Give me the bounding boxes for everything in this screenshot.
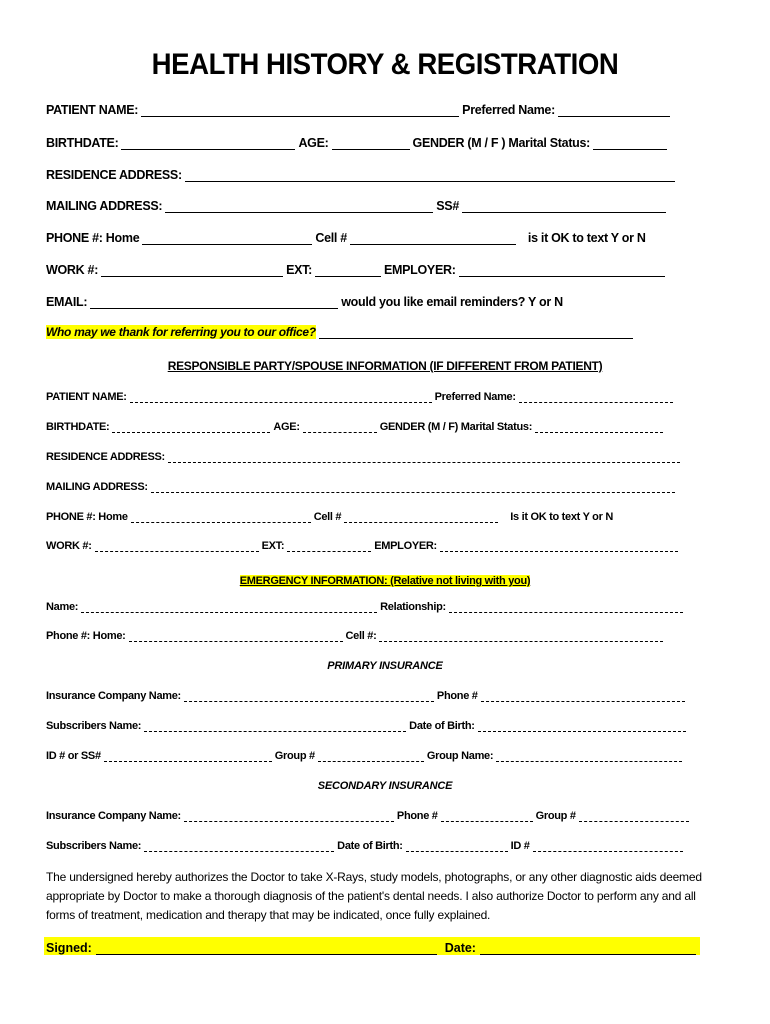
referral-field[interactable] bbox=[319, 326, 633, 339]
employer-field[interactable] bbox=[459, 264, 665, 277]
resp-phone-label: PHONE #: Home bbox=[46, 511, 128, 523]
signature-field[interactable] bbox=[96, 942, 437, 955]
resp-cell-field[interactable] bbox=[344, 510, 498, 523]
resp-preferred-name-label: Preferred Name: bbox=[434, 391, 516, 403]
secondary-company-row bbox=[46, 809, 692, 822]
resp-age-label: AGE: bbox=[273, 421, 300, 433]
secondary-company-label: Insurance Company Name: bbox=[46, 810, 181, 822]
age-label: AGE: bbox=[298, 136, 329, 150]
ss-field[interactable] bbox=[462, 200, 666, 213]
date-field[interactable] bbox=[480, 942, 696, 955]
email-reminders-label[interactable]: would you like email reminders? Y or N bbox=[341, 295, 563, 309]
primary-subscriber-field[interactable] bbox=[144, 719, 406, 732]
primary-insurance-heading: PRIMARY INSURANCE bbox=[327, 660, 443, 672]
mailing-row bbox=[46, 199, 669, 213]
emergency-relationship-field[interactable] bbox=[449, 600, 683, 613]
primary-id-field[interactable] bbox=[104, 749, 272, 762]
resp-residence-label: RESIDENCE ADDRESS: bbox=[46, 451, 165, 463]
resp-ext-label: EXT: bbox=[261, 540, 285, 552]
resp-residence-field[interactable] bbox=[168, 450, 680, 463]
primary-group-name-label: Group Name: bbox=[426, 750, 494, 762]
authorization-text: The undersigned hereby authorizes the Doctor to take X-Rays, study models, photographs, or any other diagnostic aids deemed appropriate by Doctor to make a thorough diagnosis of the patient's dental needs. I also authorize Doctor to perform any and all forms of treatment, medication and therapy that may be indicated, once fully explained. bbox=[46, 870, 702, 922]
ext-field[interactable] bbox=[315, 264, 381, 277]
resp-work-label: WORK #: bbox=[46, 540, 92, 552]
work-field[interactable] bbox=[101, 264, 283, 277]
patient-name-label: PATIENT NAME: bbox=[46, 103, 139, 117]
emergency-phone-row bbox=[46, 629, 666, 642]
resp-birthdate-row bbox=[46, 420, 666, 433]
secondary-company-field[interactable] bbox=[184, 809, 394, 822]
work-row bbox=[46, 263, 668, 277]
cell-field[interactable] bbox=[350, 232, 516, 245]
referral-row bbox=[46, 325, 636, 339]
resp-patient-name-row bbox=[46, 390, 676, 403]
primary-group-field[interactable] bbox=[318, 749, 424, 762]
emergency-cell-label: Cell #: bbox=[345, 630, 377, 642]
resp-birthdate-field[interactable] bbox=[112, 420, 270, 433]
emergency-name-row bbox=[46, 600, 686, 613]
work-label: WORK #: bbox=[46, 263, 99, 277]
resp-work-row bbox=[46, 539, 681, 552]
emergency-phone-field[interactable] bbox=[129, 629, 343, 642]
primary-phone-label: Phone # bbox=[436, 690, 478, 702]
primary-id-label: ID # or SS# bbox=[46, 750, 101, 762]
secondary-group-label: Group # bbox=[535, 810, 576, 822]
residence-row bbox=[46, 168, 678, 182]
emergency-heading-wrap bbox=[0, 571, 770, 589]
resp-employer-label: EMPLOYER: bbox=[374, 540, 437, 552]
primary-company-field[interactable] bbox=[184, 689, 434, 702]
patient-name-field[interactable] bbox=[141, 104, 459, 117]
email-field[interactable] bbox=[90, 296, 338, 309]
resp-mailing-label: MAILING ADDRESS: bbox=[46, 481, 148, 493]
emergency-cell-field[interactable] bbox=[379, 629, 663, 642]
secondary-group-field[interactable] bbox=[579, 809, 689, 822]
mailing-field[interactable] bbox=[165, 200, 433, 213]
resp-patient-name-field[interactable] bbox=[130, 390, 432, 403]
preferred-name-field[interactable] bbox=[558, 104, 670, 117]
employer-label: EMPLOYER: bbox=[383, 263, 456, 277]
ss-label: SS# bbox=[436, 199, 459, 213]
resp-phone-row bbox=[46, 510, 613, 523]
form-title: HEALTH HISTORY & REGISTRATION bbox=[151, 48, 619, 81]
secondary-subscriber-label: Subscribers Name: bbox=[46, 840, 142, 852]
resp-cell-label: Cell # bbox=[313, 511, 342, 523]
email-row bbox=[46, 295, 563, 309]
secondary-phone-label: Phone # bbox=[396, 810, 438, 822]
primary-group-name-field[interactable] bbox=[496, 749, 682, 762]
patient-name-row bbox=[46, 103, 673, 117]
primary-subscriber-label: Subscribers Name: bbox=[46, 720, 142, 732]
resp-gender-label: GENDER (M / F) Marital Status: bbox=[379, 421, 533, 433]
secondary-id-label: ID # bbox=[510, 840, 530, 852]
signed-label: Signed: bbox=[46, 941, 92, 955]
birthdate-field[interactable] bbox=[121, 137, 295, 150]
secondary-dob-field[interactable] bbox=[406, 839, 508, 852]
gender-label: GENDER (M / F ) Marital Status: bbox=[412, 136, 591, 150]
primary-id-row bbox=[46, 749, 685, 762]
resp-birthdate-label: BIRTHDATE: bbox=[46, 421, 110, 433]
primary-company-label: Insurance Company Name: bbox=[46, 690, 181, 702]
emergency-relationship-label: Relationship: bbox=[380, 601, 446, 613]
text-ok-label[interactable]: is it OK to text Y or N bbox=[527, 231, 646, 245]
primary-subscriber-row bbox=[46, 719, 689, 732]
residence-field[interactable] bbox=[185, 169, 675, 182]
resp-residence-row bbox=[46, 450, 683, 463]
secondary-subscriber-row bbox=[46, 839, 686, 852]
secondary-insurance-heading: SECONDARY INSURANCE bbox=[317, 780, 453, 792]
birthdate-row bbox=[46, 136, 670, 150]
responsible-heading: RESPONSIBLE PARTY/SPOUSE INFORMATION (IF DIFFERENT FROM PATIENT) bbox=[167, 359, 603, 373]
primary-dob-label: Date of Birth: bbox=[409, 720, 475, 732]
emergency-name-field[interactable] bbox=[81, 600, 377, 613]
resp-age-field[interactable] bbox=[303, 420, 377, 433]
residence-label: RESIDENCE ADDRESS: bbox=[46, 168, 182, 182]
emergency-phone-label: Phone #: Home: bbox=[46, 630, 126, 642]
emergency-heading: EMERGENCY INFORMATION: (Relative not living with you) bbox=[239, 575, 531, 587]
resp-mailing-row bbox=[46, 480, 678, 493]
resp-ext-field[interactable] bbox=[287, 539, 371, 552]
email-label: EMAIL: bbox=[46, 295, 88, 309]
resp-mailing-field[interactable] bbox=[151, 480, 675, 493]
date-label: Date: bbox=[444, 941, 476, 955]
resp-phone-field[interactable] bbox=[131, 510, 311, 523]
signature-row bbox=[44, 937, 700, 955]
secondary-id-field[interactable] bbox=[533, 839, 683, 852]
birthdate-label: BIRTHDATE: bbox=[46, 136, 119, 150]
preferred-name-label: Preferred Name: bbox=[462, 103, 555, 117]
phone-label: PHONE #: Home bbox=[46, 231, 140, 245]
cell-label: Cell # bbox=[315, 231, 347, 245]
primary-phone-field[interactable] bbox=[481, 689, 685, 702]
resp-text-ok-label[interactable]: Is it OK to text Y or N bbox=[510, 511, 613, 523]
phone-row bbox=[46, 231, 646, 245]
resp-marital-status-field[interactable] bbox=[535, 420, 663, 433]
phone-field[interactable] bbox=[142, 232, 312, 245]
marital-status-field[interactable] bbox=[593, 137, 667, 150]
resp-preferred-name-field[interactable] bbox=[519, 390, 673, 403]
secondary-dob-label: Date of Birth: bbox=[337, 840, 403, 852]
resp-work-field[interactable] bbox=[95, 539, 259, 552]
age-field[interactable] bbox=[332, 137, 410, 150]
emergency-name-label: Name: bbox=[46, 601, 79, 613]
mailing-label: MAILING ADDRESS: bbox=[46, 199, 163, 213]
secondary-subscriber-field[interactable] bbox=[144, 839, 334, 852]
resp-employer-field[interactable] bbox=[440, 539, 678, 552]
resp-patient-name-label: PATIENT NAME: bbox=[46, 391, 127, 403]
ext-label: EXT: bbox=[286, 263, 312, 277]
referral-label: Who may we thank for referring you to our office? bbox=[46, 325, 316, 339]
primary-company-row bbox=[46, 689, 688, 702]
secondary-phone-field[interactable] bbox=[441, 809, 533, 822]
primary-group-label: Group # bbox=[274, 750, 315, 762]
primary-dob-field[interactable] bbox=[478, 719, 686, 732]
